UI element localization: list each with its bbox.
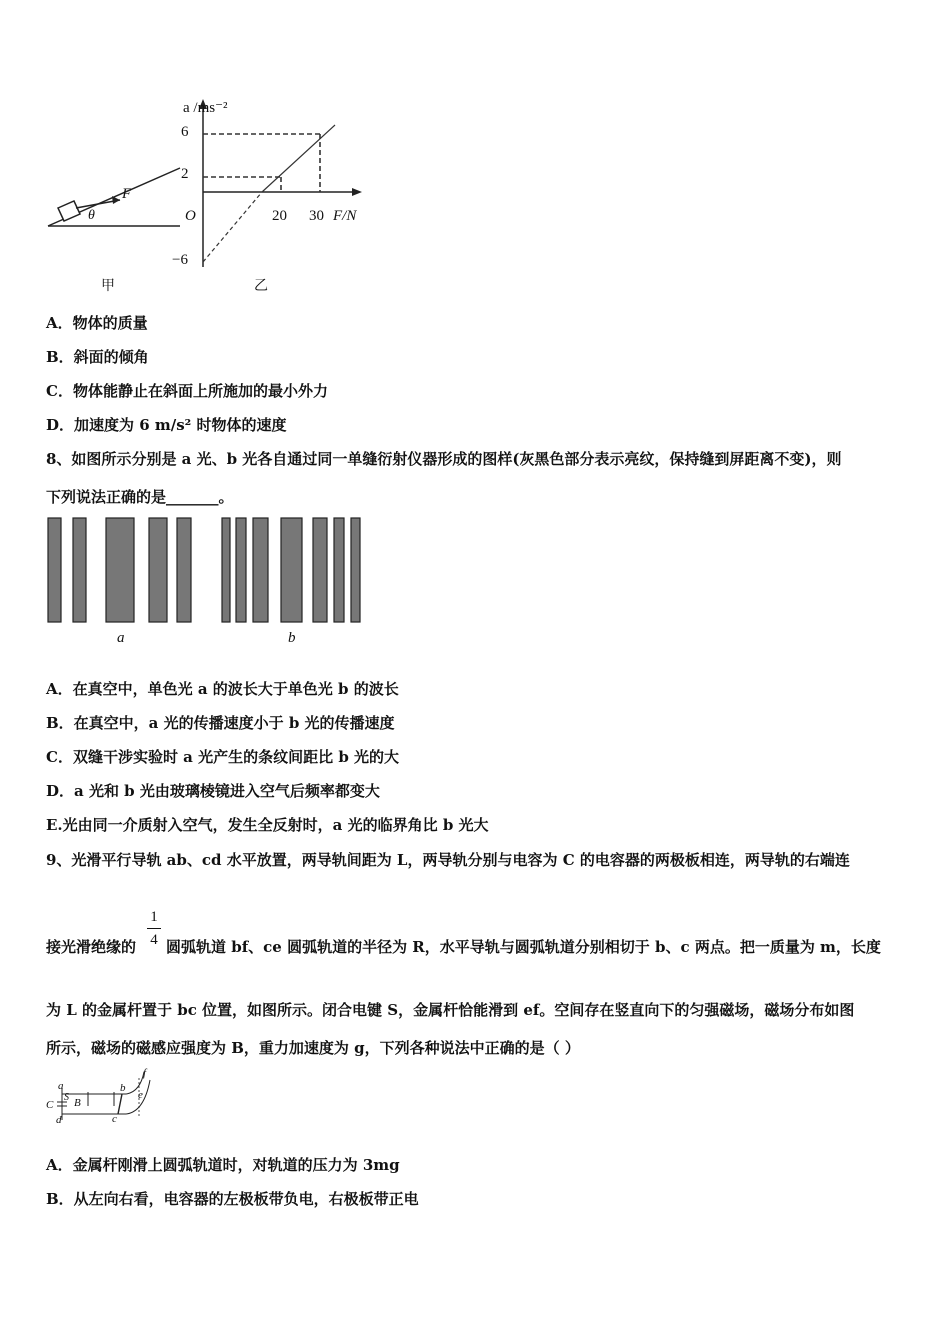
force-label: F bbox=[122, 186, 132, 202]
fig-label-C: C bbox=[46, 1099, 54, 1111]
q8-option-e: E.光由同一介质射入空气，发生全反射时，a 光的临界角比 b 光大 bbox=[46, 816, 489, 834]
q7-option-b: B．斜面的倾角 bbox=[46, 348, 149, 366]
q8-option-b: B．在真空中，a 光的传播速度小于 b 光的传播速度 bbox=[46, 714, 395, 732]
x-axis-label: F/N bbox=[333, 208, 357, 224]
fig-label-c: c bbox=[112, 1113, 117, 1125]
q8-option-a: A．在真空中，单色光 a 的波长大于单色光 b 的波长 bbox=[46, 680, 399, 698]
x-tick-20: 20 bbox=[272, 208, 287, 224]
fig-label-a: a bbox=[58, 1080, 64, 1092]
q8-stem-line2: 下列说法正确的是_______。 bbox=[46, 488, 234, 506]
q7-option-d: D．加速度为 6 m/s² 时物体的速度 bbox=[46, 416, 287, 434]
q8-stem-line1: 8、如图所示分别是 a 光、b 光各自通过同一单缝衍射仪器形成的图样(灰黑色部分表示亮纹，保持缝到屏距离不变)，则 bbox=[46, 450, 842, 468]
figure-caption-jia: 甲 bbox=[101, 279, 115, 294]
fraction-numerator: 1 bbox=[150, 909, 158, 925]
fig-label-B: B bbox=[74, 1097, 81, 1109]
quarter-fraction bbox=[147, 908, 161, 949]
x-tick-30: 30 bbox=[309, 208, 324, 224]
q7-option-c: C．物体能静止在斜面上所施加的最小外力 bbox=[46, 382, 328, 400]
solid-line bbox=[262, 125, 335, 192]
fig-label-S: S bbox=[64, 1092, 69, 1103]
pattern-a-label: a bbox=[117, 630, 125, 646]
pattern-b bbox=[222, 518, 360, 622]
theta-label: θ bbox=[88, 208, 95, 223]
fig-label-d: d bbox=[56, 1114, 62, 1126]
rod-bc bbox=[118, 1094, 122, 1114]
fraction-denominator: 4 bbox=[150, 932, 158, 948]
y-axis-label: a /ms⁻² bbox=[183, 100, 228, 116]
origin-label: O bbox=[185, 208, 196, 224]
y-tick-2: 2 bbox=[181, 166, 189, 182]
pattern-b-label: b bbox=[288, 630, 296, 646]
q8-option-d: D．a 光和 b 光由玻璃棱镜进入空气后频率都变大 bbox=[46, 782, 380, 800]
q9-stem-line3: 为 L 的金属杆置于 bc 位置，如图所示。闭合电键 S，金属杆恰能滑到 ef。空间存在竖直向下的匀强磁场，磁场分布如图 bbox=[46, 1001, 855, 1019]
graph-a-vs-F bbox=[170, 95, 370, 275]
pattern-a bbox=[48, 518, 191, 622]
fig-label-e: e bbox=[138, 1089, 143, 1101]
q9-stem-line2-post: 圆弧轨道 bf、ce 圆弧轨道的半径为 R，水平导轨与圆弧轨道分别相切于 b、c 两点。把一质量为 m，长度 bbox=[166, 938, 881, 956]
q8-option-c: C．双缝干涉实验时 a 光产生的条纹间距比 b 光的大 bbox=[46, 748, 400, 766]
fig-label-b: b bbox=[120, 1082, 126, 1094]
force-arrowhead bbox=[112, 196, 120, 204]
q9-option-b: B．从左向右看，电容器的左极板带负电，右极板带正电 bbox=[46, 1190, 419, 1208]
q7-option-a: A．物体的质量 bbox=[46, 314, 148, 332]
dashed-extension bbox=[203, 192, 262, 262]
block bbox=[58, 201, 80, 221]
y-tick-6: 6 bbox=[181, 124, 189, 140]
q9-stem-line1: 9、光滑平行导轨 ab、cd 水平放置，两导轨间距为 L，两导轨分别与电容为 C 的电容器的两极板相连，两导轨的右端连 bbox=[46, 851, 850, 869]
q9-stem-line4: 所示，磁场的磁感应强度为 B，重力加速度为 g，下列各种说法中正确的是（ ） bbox=[46, 1039, 580, 1057]
q9-stem-line2-pre: 接光滑绝缘的 bbox=[46, 938, 137, 956]
diffraction-patterns bbox=[44, 512, 374, 627]
figure-caption-yi: 乙 bbox=[254, 279, 268, 294]
y-tick-neg6: −6 bbox=[172, 252, 188, 268]
fig-label-f: f bbox=[143, 1067, 147, 1079]
q9-option-a: A．金属杆刚滑上圆弧轨道时，对轨道的压力为 3mg bbox=[46, 1156, 400, 1174]
x-axis-arrow bbox=[352, 188, 362, 196]
fraction-bar bbox=[147, 928, 161, 929]
